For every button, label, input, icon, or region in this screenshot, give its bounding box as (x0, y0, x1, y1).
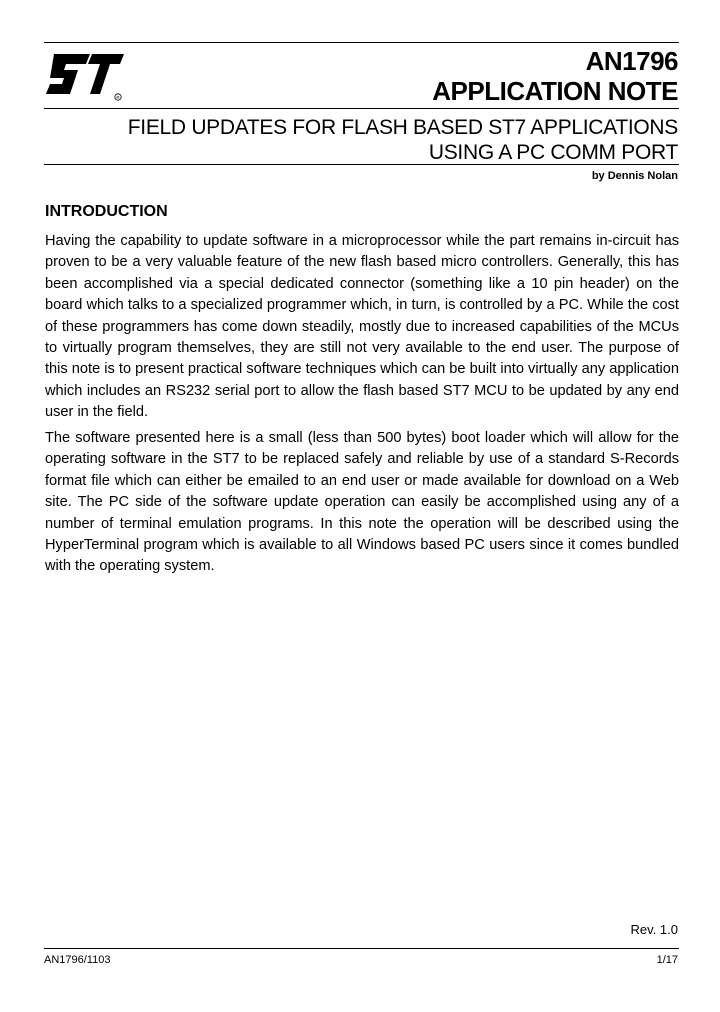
author: by Dennis Nolan (591, 170, 678, 182)
st-logo (44, 50, 126, 104)
paragraph: The software presented here is a small (less than 500 bytes) boot loader which will allow for the operating software in the ST7 to be replaced safely and reliable by use of a standard S-Records format file which can either be emailed to an end user or made available for download on a Web site. The PC side of the software update operation can easily be accomplished using any of a number of terminal emulation programs. In this note the operation will be described using the HyperTerminal program which is available to all Windows based PC users since it comes bundled with the operating system. (45, 430, 679, 575)
revision: Rev. 1.0 (630, 922, 678, 937)
header-top-rule (44, 42, 679, 43)
document-number: AN1796 (585, 46, 678, 76)
page-number: 1/17 (656, 954, 678, 966)
footer-doc-code: AN1796/1103 (44, 954, 111, 966)
section-heading: INTRODUCTION (45, 203, 168, 220)
document-type: APPLICATION NOTE (432, 76, 678, 106)
header-title-rule (44, 108, 679, 109)
title-line-1: FIELD UPDATES FOR FLASH BASED ST7 APPLICATIONS (127, 116, 678, 139)
title-bottom-rule (44, 164, 679, 165)
footer-rule (44, 948, 679, 949)
svg-text:R: R (116, 94, 120, 100)
paragraph: Having the capability to update software in a microprocessor while the part remains in-circuit has proven to be a very valuable feature of the new flash based micro controllers. Generally, this has been accomplished via a special dedicated connector (something like a 10 pin header) on the board which talks to a specialized programmer which, in turn, is controlled by a PC. While the cost of these programmers has come down steadily, mostly due to increased capabilities of the MCUs to virtually program themselves, they are still not very available to the end user. The purpose of this note is to present practical software techniques which can be built into virtually any application which includes an RS232 serial port to allow the flash based ST7 MCU to be updated by any end user in the field. (45, 233, 679, 421)
title-line-2: USING A PC COMM PORT (428, 141, 678, 164)
document-title (128, 115, 678, 165)
